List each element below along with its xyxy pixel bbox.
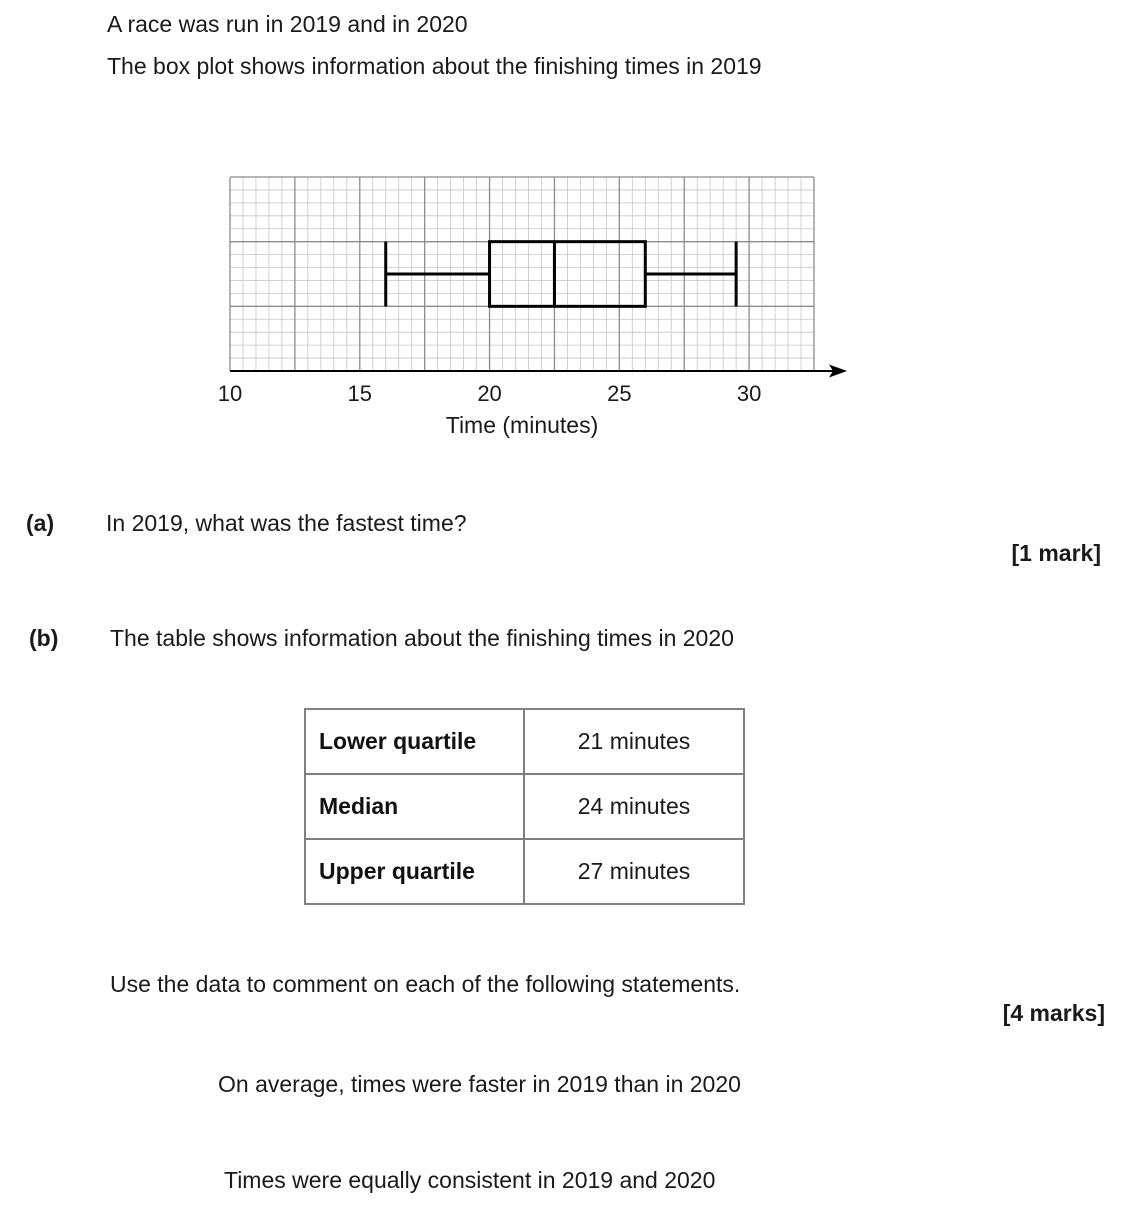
table-row-value: 21 minutes [524, 709, 744, 774]
x-tick-label: 10 [217, 381, 243, 406]
table-row-value: 24 minutes [524, 774, 744, 839]
intro-line-2: The box plot shows information about the finishing times in 2019 [107, 53, 762, 79]
x-axis [230, 365, 847, 378]
statement-2: Times were equally consistent in 2019 and 2020 [224, 1167, 716, 1193]
x-tick-label: 25 [607, 381, 632, 406]
table-row-label: Median [305, 774, 524, 839]
table-row [305, 709, 744, 774]
intro-line-1: A race was run in 2019 and in 2020 [107, 11, 468, 37]
part-a-label: (a) [26, 510, 55, 536]
x-tick-labels [218, 381, 762, 406]
table-row [305, 839, 744, 904]
table-row-label: Lower quartile [305, 709, 524, 774]
table-row-label: Upper quartile [305, 839, 524, 904]
part-b-marks: [4 marks] [1002, 1000, 1105, 1026]
part-a-question: In 2019, what was the fastest time? [106, 510, 467, 536]
x-tick-label: 15 [347, 381, 373, 406]
part-b-instruction: Use the data to comment on each of the following statements. [110, 971, 741, 997]
part-b-intro: The table shows information about the finishing times in 2020 [110, 625, 734, 651]
quartile-table [304, 708, 745, 905]
part-b-label: (b) [29, 625, 59, 651]
box-plot-chart [0, 0, 1125, 460]
part-a-marks: [1 mark] [1011, 540, 1101, 566]
x-axis-label: Time (minutes) [445, 412, 599, 438]
x-tick-label: 20 [477, 381, 502, 406]
statement-1: On average, times were faster in 2019 than in 2020 [218, 1071, 741, 1097]
table-row-value: 27 minutes [524, 839, 744, 904]
x-tick-label: 30 [736, 381, 762, 406]
table-row [305, 774, 744, 839]
